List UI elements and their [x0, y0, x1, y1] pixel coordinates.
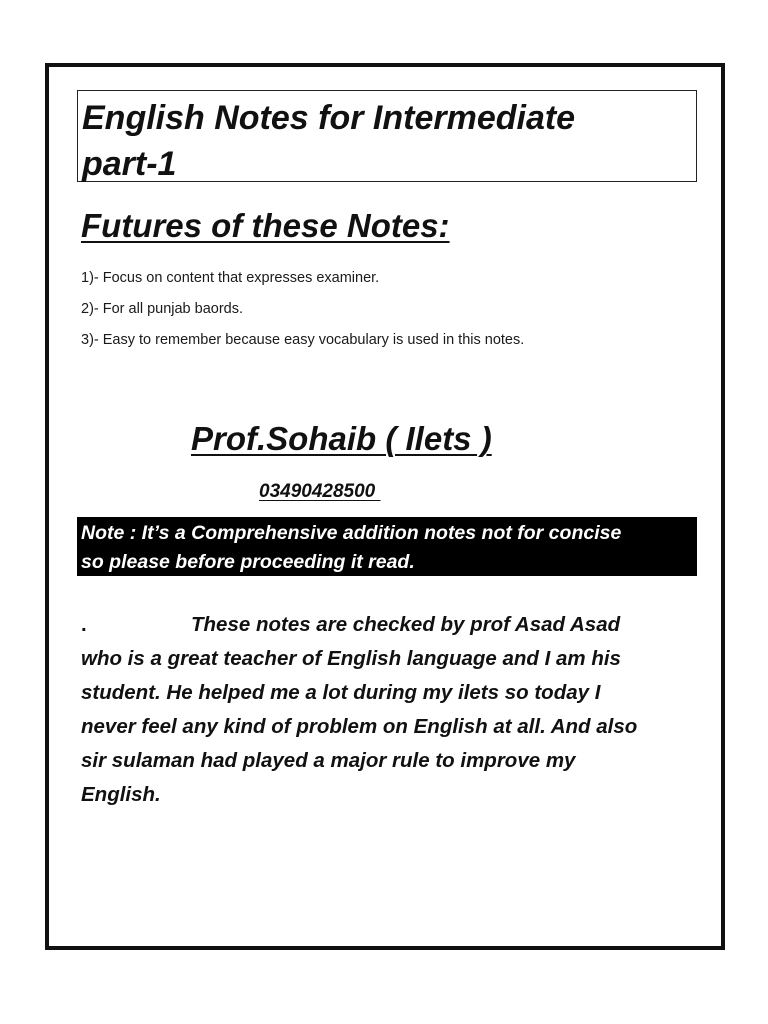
title-box	[77, 90, 697, 182]
body-line-4: never feel any kind of problem on English at all. And also	[81, 715, 638, 738]
document-page	[45, 63, 725, 950]
features-heading: Futures of these Notes:	[81, 207, 450, 244]
author-name: Prof.Sohaib ( Ilets )	[191, 420, 492, 457]
body-line-1: These notes are checked by prof Asad Asad	[191, 613, 621, 636]
feature-item: 1)- Focus on content that expresses examiner.	[81, 270, 380, 286]
paragraph-lead-dot: .	[81, 613, 87, 636]
features-list	[81, 263, 524, 356]
document-title	[82, 95, 692, 187]
feature-item: 3)- Easy to remember because easy vocabulary is used in this notes.	[81, 332, 525, 348]
body-line-6: English.	[81, 783, 161, 806]
body-line-5: sir sulaman had played a major rule to improve my	[81, 749, 576, 772]
note-line-2: so please before proceeding it read.	[81, 551, 415, 573]
body-line-2: who is a great teacher of English language and I am his	[81, 647, 621, 670]
title-line-2: part-1	[82, 145, 177, 183]
phone-number: 03490428500	[259, 481, 381, 502]
body-paragraph	[81, 608, 711, 812]
note-text	[81, 519, 693, 577]
note-line-1: Note : It’s a Comprehensive addition notes not for concise	[81, 522, 622, 544]
feature-item: 2)- For all punjab baords.	[81, 301, 243, 317]
title-line-1: English Notes for Intermediate	[82, 99, 576, 137]
note-banner	[77, 517, 697, 576]
body-line-3: student. He helped me a lot during my ilets so today I	[81, 681, 601, 704]
